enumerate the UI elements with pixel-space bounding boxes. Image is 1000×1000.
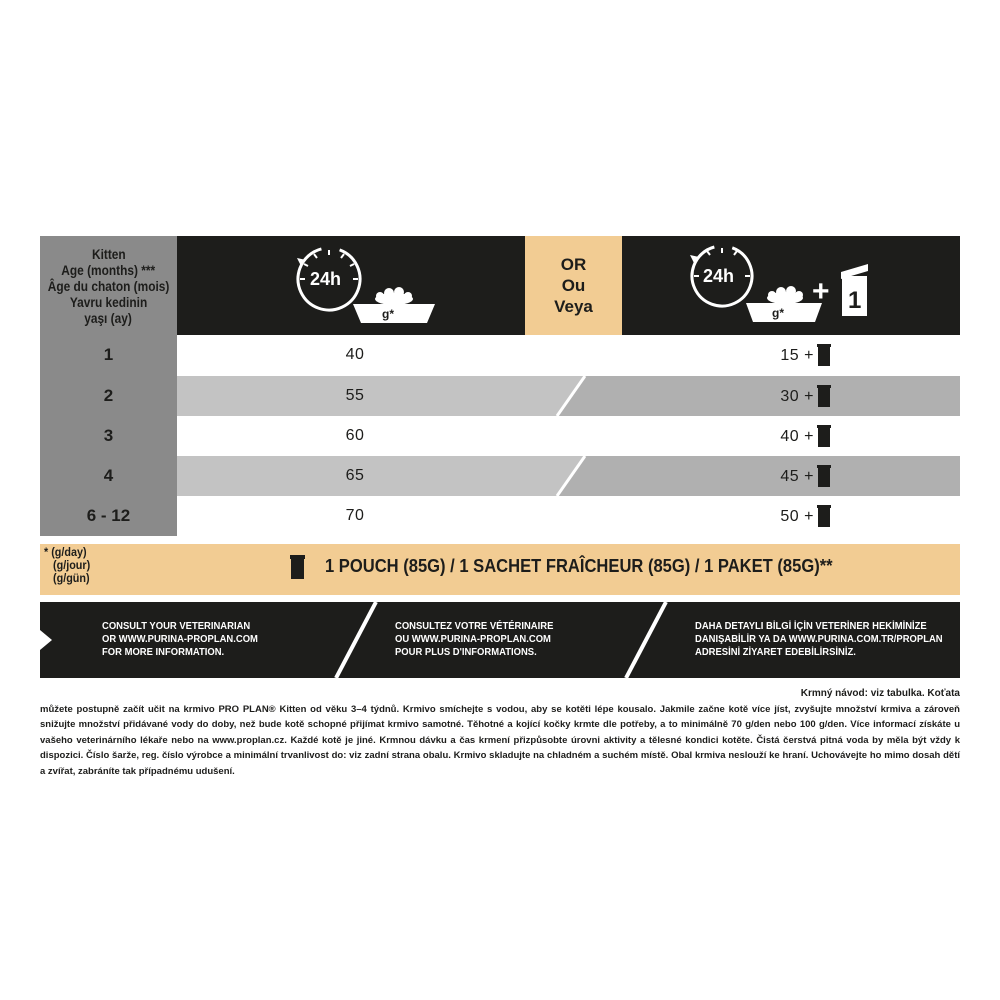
pouch-icon [818, 507, 830, 527]
consult-tr [695, 620, 960, 659]
age-column-header [40, 236, 177, 335]
consult-line: FOR MORE INFORMATION. [102, 646, 225, 658]
mixed-amount-text: 45 + [780, 468, 814, 485]
dry-amount: 70 [345, 507, 365, 524]
arrow-icon [40, 630, 52, 650]
mixed-amount-text: 40 + [780, 428, 814, 445]
age-cell: 1 [103, 345, 114, 364]
or-label: OR [560, 255, 587, 274]
dry-amount: 55 [345, 387, 365, 404]
consult-line: OR WWW.PURINA-PROPLAN.COM [102, 633, 258, 645]
bowl-label: g* [772, 306, 784, 320]
pouch-size-text: 1 POUCH (85G) / 1 SACHET FRAÎCHEUR (85G) / 1 PAKET (85G)** [325, 556, 833, 576]
consult-vet-band [40, 602, 960, 678]
pouch-icon [291, 557, 304, 579]
consult-line: ADRESİNİ ZİYARET EDEBİLİRSİNİZ. [695, 646, 856, 658]
age-header-line: Age (months) *** [61, 261, 156, 278]
age-cell: 3 [103, 426, 114, 445]
pouch-icon [818, 387, 830, 407]
age-header-line: yaşı (ay) [84, 309, 133, 326]
pouch-icon [818, 346, 830, 366]
mixed-amount-text: 50 + [780, 508, 814, 525]
dry-amount: 60 [345, 427, 365, 444]
or-label: Ou [561, 276, 586, 295]
dry-amount: 40 [345, 346, 365, 363]
clock-label: 24h [703, 266, 735, 286]
consult-line: POUR PLUS D'INFORMATIONS. [395, 646, 537, 658]
mixed-amount [700, 457, 830, 497]
or-label: Veya [554, 297, 593, 316]
clock-bowl-icon [177, 236, 525, 335]
consult-line: CONSULT YOUR VETERINARIAN [102, 620, 251, 632]
mixed-feeding-header [622, 236, 960, 335]
consult-line: CONSULTEZ VOTRE VÉTÉRINAIRE [395, 620, 554, 632]
clock-bowl-pouch-icon [622, 236, 960, 335]
consult-line: DAHA DETAYLI BİLGİ İÇİN VETERİNER HEKİMİNİZE [695, 620, 927, 632]
dry-amount: 65 [345, 467, 365, 484]
age-cell: 4 [103, 466, 114, 485]
unit-footnote [44, 546, 134, 585]
pouch-count: 1 [848, 287, 862, 314]
consult-en [102, 620, 275, 659]
czech-body: můžete postupně začít učit na krmivo PRO PLAN® Kitten od věku 3–4 týdnů. Krmivo smíchejte s vodou, aby se kotěti lépe kousalo. Jakmile začne kotě více jíst, zvyšujte množství krmiva a zároveň snižujte množství přidávané vody do doby, než bude kotě schopné přijímat krmivo samotné. Těhotné a kojící kočky krmte dle potřeby, a to minimálně 70 g/den nebo 100 g/den. Více informací získáte u vašeho veterinárního lékaře nebo na www.proplan.cz. Každé kotě je jiné. Krmnou dávku a čas krmení přizpůsobte úrovni aktivity a tělesné kondici kotěte. Čistá čerstvá pitná voda by měla být vždy k dispozici. Číslo šarže, reg. číslo výrobce a minimální trvanlivost do: viz zadní strana obalu. Krmivo skladujte na chladném a suchém místě. Obal krmiva neslouží ke hraní. Uchovávejte ho mimo dosah dětí a zvířat, zabráníte tak případnému udušení. [40, 703, 960, 777]
dry-only-header [177, 236, 525, 335]
mixed-amount [700, 377, 830, 417]
czech-line-0: Krmný návod: viz tabulka. Koťata [800, 688, 960, 699]
czech-feeding-instructions [40, 686, 960, 779]
bowl-label: g* [382, 307, 394, 321]
age-cell: 2 [103, 386, 114, 405]
mixed-amount [700, 336, 830, 376]
clock-label: 24h [310, 269, 342, 289]
consult-line: OU WWW.PURINA-PROPLAN.COM [395, 633, 551, 645]
pouch-icon [818, 467, 830, 487]
unit-line: (g/jour) [53, 558, 91, 572]
mixed-amount [700, 417, 830, 457]
pouch-icon [818, 427, 830, 447]
age-header-line: Yavru kedinin [69, 293, 148, 310]
mixed-amount [700, 497, 830, 537]
unit-line: (g/gün) [53, 571, 90, 585]
consult-line: DANIŞABİLİR YA DA WWW.PURINA.COM.TR/PROPLAN [695, 633, 943, 645]
age-header-line: Kitten [91, 245, 126, 262]
age-header-line: Âge du chaton (mois) [47, 277, 170, 294]
mixed-amount-text: 30 + [780, 388, 814, 405]
mixed-amount-text: 15 + [780, 347, 814, 364]
consult-fr [395, 620, 571, 659]
age-cell: 6 - 12 [86, 506, 131, 525]
unit-line: * (g/day) [44, 545, 87, 559]
or-box [525, 236, 622, 335]
plus-sign: + [812, 275, 830, 308]
